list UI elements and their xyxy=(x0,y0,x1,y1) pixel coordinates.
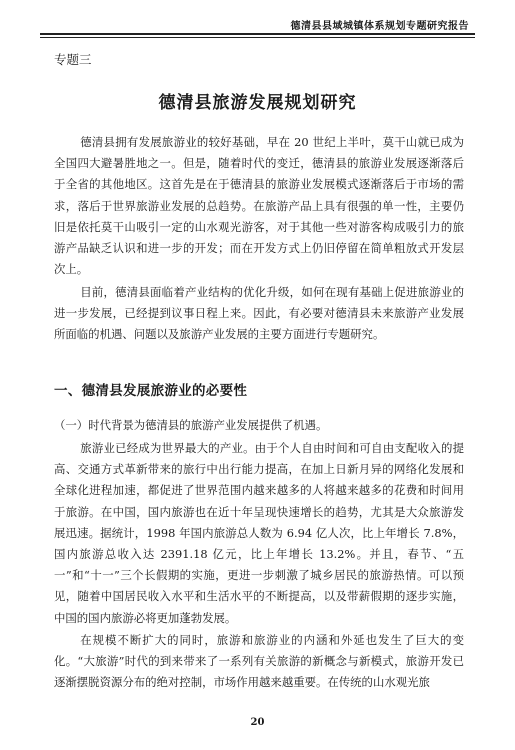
subsection-heading: （一）时代背景为德清县的旅游产业发展提供了机遇。 xyxy=(54,418,328,432)
section-paragraph-2: 在规模不断扩大的同时，旅游和旅游业的内涵和外延也发生了巨大的变化。“大旅游”时代的到来带来了一系列有关旅游的新概念与新模式，旅游开发已逐渐摆脱资源分布的绝对控制，市场作用越来越重要。在传统的山水观光旅 xyxy=(54,633,464,690)
running-header: 德清县县域城镇体系规划专题研究报告 xyxy=(290,21,469,32)
page-title: 德清县旅游发展规划研究 xyxy=(158,93,357,113)
header-rule-secondary xyxy=(40,37,475,38)
intro-paragraph-1: 德清县拥有发展旅游业的较好基础，早在 20 世纪上半叶，莫干山就已成为全国四大避暑胜地之一。但是，随着时代的变迁，德清县的旅游业发展逐渐落后于全省的其他地区。这首先是在于德清县的旅游业发展模式逐渐落后于市场的需求，落后于世界旅游业发展的总趋势。在旅游产品上具有很强的单一性，主要仍旧是依托莫干山吸引一定的山水观光游客，对于其他一些对游客构成吸引力的旅游产品缺乏认识和进一步的开发；而在开发方式上仍旧停留在简单粗放式开发层次上。 xyxy=(54,135,464,277)
section-heading: 一、德清县发展旅游业的必要性 xyxy=(54,383,248,399)
intro-paragraph-2: 目前，德清县面临着产业结构的优化升级，如何在现有基础上促进旅游业的进一步发展，已经提到议事日程上来。因此，有必要对德清县未来旅游产业发展所面临的机遇、问题以及旅游产业发展的主要方面进行专题研究。 xyxy=(54,285,464,342)
page-number: 20 xyxy=(250,717,265,728)
section-paragraph-1: 旅游业已经成为世界最大的产业。由于个人自由时间和可自由支配收入的提高、交通方式革新带来的旅行中出行能力提高，在加上日新月异的网络化发展和全球化进程加速，都促进了世界范围内越来越多的人将越来越多的花费和时间用于旅游。在中国，国内旅游也在近十年呈现快速增长的趋势，尤其是大众旅游发展迅速。据统计，1998 年国内旅游总人数为 6.94 亿人次，比上年增长 7.8%，国内旅游总收入达 2391.18 亿元，比上年增长 13.2%。并且，春节、“五一”和“十一”三个长假期的实施，更进一步刺激了城乡居民的旅游热情。可以预见，随着中国居民收入水平和生活水平的不断提高，以及带薪假期的逐步实施，中国的国内旅游必将更加蓬勃发展。 xyxy=(54,441,464,625)
topic-label: 专题三 xyxy=(54,52,92,67)
header-rule xyxy=(40,33,475,35)
